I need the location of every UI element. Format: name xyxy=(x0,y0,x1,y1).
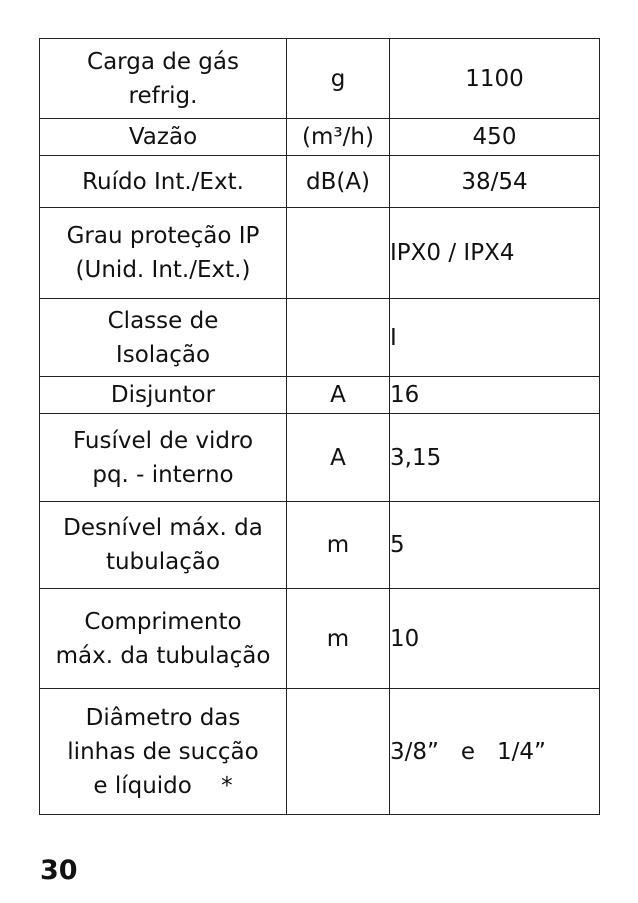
value-cell: 38/54 xyxy=(390,156,600,208)
parameter-cell: Desnível máx. da tubulação xyxy=(40,502,287,589)
unit-cell: g xyxy=(287,39,390,119)
parameter-cell: Comprimento máx. da tubulação xyxy=(40,589,287,689)
parameter-cell: Disjuntor xyxy=(40,377,287,414)
unit-cell: A xyxy=(287,414,390,502)
value-cell: I xyxy=(390,299,600,377)
table-row xyxy=(40,414,600,502)
parameter-cell: Carga de gás refrig. xyxy=(40,39,287,119)
table-row xyxy=(40,589,600,689)
parameter-cell: Diâmetro das linhas de sucção e líquido * xyxy=(40,689,287,815)
unit-cell: (m³/h) xyxy=(287,119,390,156)
value-cell: 5 xyxy=(390,502,600,589)
value-cell: 3/8” e 1/4” xyxy=(390,689,600,815)
value-cell: 3,15 xyxy=(390,414,600,502)
table-row xyxy=(40,689,600,815)
table-row xyxy=(40,39,600,119)
value-cell: 16 xyxy=(390,377,600,414)
table-row xyxy=(40,208,600,299)
parameter-cell: Ruído Int./Ext. xyxy=(40,156,287,208)
table-row xyxy=(40,299,600,377)
parameter-cell: Vazão xyxy=(40,119,287,156)
unit-cell: m xyxy=(287,589,390,689)
table-row xyxy=(40,377,600,414)
unit-cell xyxy=(287,208,390,299)
value-cell: IPX0 / IPX4 xyxy=(390,208,600,299)
parameter-cell: Classe de Isolação xyxy=(40,299,287,377)
value-cell: 1100 xyxy=(390,39,600,119)
specifications-table xyxy=(39,38,600,815)
unit-cell xyxy=(287,689,390,815)
table-row xyxy=(40,156,600,208)
parameter-cell: Grau proteção IP (Unid. Int./Ext.) xyxy=(40,208,287,299)
table-row xyxy=(40,119,600,156)
page-number: 30 xyxy=(40,855,78,886)
value-cell: 10 xyxy=(390,589,600,689)
unit-cell xyxy=(287,299,390,377)
unit-cell: m xyxy=(287,502,390,589)
unit-cell: dB(A) xyxy=(287,156,390,208)
unit-cell: A xyxy=(287,377,390,414)
table-row xyxy=(40,502,600,589)
value-cell: 450 xyxy=(390,119,600,156)
parameter-cell: Fusível de vidro pq. - interno xyxy=(40,414,287,502)
